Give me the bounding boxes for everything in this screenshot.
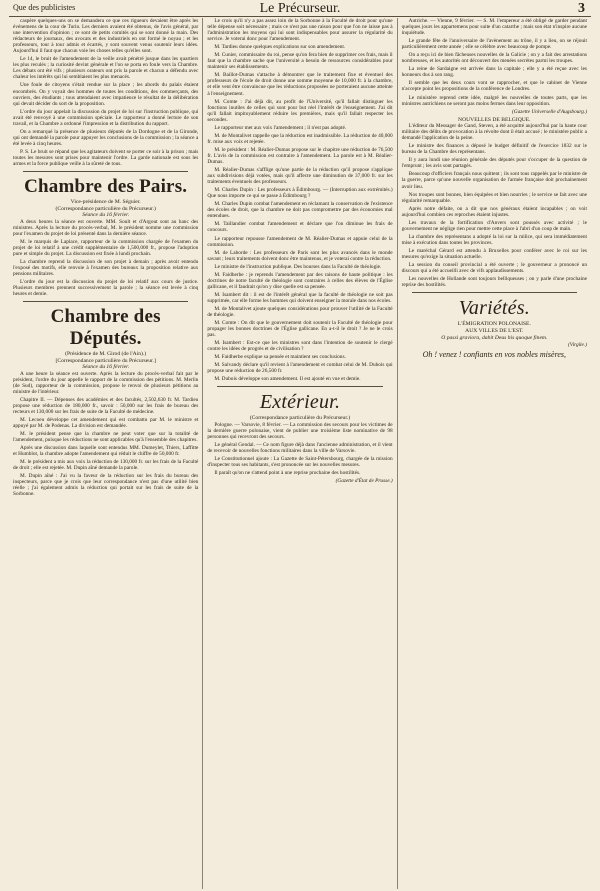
paragraph: Après notre défaite, on a dit que nos généraux étaient incapables ; on voit aujourd'hui combien ces reproches étaient injustes. bbox=[401, 205, 587, 218]
paragraph: A deux heures la séance est ouverte. MM. Soult et d'Argout sont au banc des ministres. Après la lecture du procès-verbal, M. le président nomme une commission pour l'examen du projet de loi présenté dans la dernière séance. bbox=[13, 218, 199, 237]
section-date: Séance du 16 février. bbox=[82, 364, 130, 371]
section-title-varietes: Variétés. bbox=[458, 297, 530, 320]
paragraph: M. Charles Dupin : Les professeurs à Édimbourg. — (Interruption aux extrémités.) Que nous importe ce qui se passe à Édimbourg ? bbox=[207, 187, 393, 200]
paragraph: M. Salvandy déclare qu'il revient à l'amendement et combat celui de M. Dubois qui propose une réduction de 26,500 fr. bbox=[207, 362, 393, 375]
column-1 bbox=[9, 18, 203, 889]
paragraph: M. le marquis de Laplace, rapporteur de la commission chargée de l'examen du projet de loi relatif à une crédit supplémentaire de 1,500,000 fr., propose l'adoption pure et simple du projet. La discussion est fixée à lundi prochain. bbox=[13, 238, 199, 257]
divider bbox=[23, 171, 188, 172]
section-subtitle: (Correspondance particulière du Précurseur.) bbox=[55, 205, 156, 212]
paragraph: M. de Montalivet rappelle que la réduction est inadmissible. La réduction de 40,000 fr. mise aux voix et rejetée. bbox=[207, 132, 393, 145]
paragraph: M. Dubois développe son amendement. Il est ajouté en vue et demie. bbox=[214, 376, 361, 383]
paragraph: M. Cunier, commissaire du roi, pense qu'on fera bien de supprimer ces frais, mais il faut que la chambre sache que l'université a besoin de ressources considérables pour maintenir ses établissements. bbox=[207, 52, 393, 71]
section-subtitle: (Correspondance particulière du Précurseur.) bbox=[249, 415, 351, 422]
paragraph: M. Faidherbe explique sa pensée et maintient ses conclusions. bbox=[214, 354, 346, 361]
section-subtitle: L'ÉMIGRATION POLONAISE. bbox=[457, 321, 531, 328]
paragraph: Le crois qu'il n'y a pas assez loin de la Sorbonne à la Faculté de droit pour qu'une telle dépense soit nécessaire ; mais ce n'est pas une raison pour que l'on ne laisse pas à l'administration les moyens qui lui sont indispensables pour assurer la régularité du service. Je voterai donc pour l'amendement. bbox=[207, 18, 393, 43]
paragraph: Le ministre des finances a déposé le budget définitif de l'exercice 1832 sur le bureau de la Chambre des représentans. bbox=[401, 143, 587, 156]
section-title-exterieur: Extérieur. bbox=[259, 391, 341, 414]
divider bbox=[217, 386, 382, 387]
paragraph: Il paraît qu'on ne s'attend point à une reprise prochaine des hostilités. bbox=[214, 470, 361, 477]
source-signature: (Gazette Universelle d'Augsbourg.) bbox=[512, 108, 587, 115]
paragraph: L'éditeur du Messager de Gand, Steven, a été acquitté aujourd'hui par la haute cour militaire des délits de provocation à la révolte dont il était accusé ; le ministère public a demandé l'application de la peine. bbox=[401, 123, 587, 142]
paragraph: M. de Montalivet ajoute quelques considérations pour prouver l'utilité de la Faculté de théologie. bbox=[207, 305, 393, 319]
paragraph: Autriche. — Vienne, 9 février. — S. M. l'empereur a été obligé de garder pendant quelques jours les appartemens pour suite d'un catarrhe ; mais son état n'inspire aucune inquiétude. bbox=[401, 18, 587, 37]
paragraph: M. Charles Dupin combat l'amendement en réclamant la conservation de l'existence des écoles de droit, que la chambre ne doit pas compromettre par des économies mal entendues. bbox=[207, 201, 393, 220]
paragraph: M. Dupin aîné : J'ai vu la faveur de la réduction sur les frais du bureau des inspecteurs, parce que je crois que leur correspondance n'est pas d'une utilité bien réelle ; j'ai également admis la réduction qui portait sur les frais de suite de la Sorbonne. bbox=[13, 473, 199, 498]
paragraph: M. Lecoeu développe cet amendement qui est combattu par M. le ministre et appuyé par M. de Podenas. La division est demandée. bbox=[13, 416, 199, 430]
source-signature: (Gazette d'État de Prusse.) bbox=[335, 478, 393, 485]
paragraph: M. Tardieu donne quelques explications sur son amendement. bbox=[214, 44, 346, 51]
section-date: Séance du 16 février. bbox=[82, 212, 130, 219]
paragraph: Après une discussion dans laquelle sont entendus MM. Dumeylet, Thiers, Laffitte et Humblot, la chambre adopte l'amendement qui réduit le chiffre de 50,000 fr. bbox=[13, 445, 199, 458]
section-subtitle: Vice-présidence de M. Séguier. bbox=[70, 199, 141, 206]
paragraph: caspère quelques-uns on se demandera ce que ces rigueurs devaient être après les événemens de la cour de Turin. Les derniers avaient été obtenus, de l'avis général, par une intervention d'opinion ; ce sont de petits comités qui se sont donné la main. Des rédacteurs de journaux, des avocats et des industriels en ont formé le noyau ; et les professeurs, tour à tour admis et écartés, y sont souvent venus soutenir leurs idées. Aujourd'hui il faut que chacun voie les choses telles qu'elles sont. bbox=[13, 18, 199, 55]
paragraph: M. Isambert : Est-ce que les ministres sont dans l'intention de soutenir le clergé contre les idées de progrès et de civilisation ? bbox=[207, 340, 393, 353]
section-subtitle: [Correspondance particulière du Précurseur.] bbox=[55, 357, 156, 364]
paragraph: Le rapporteur met aux voix l'amendement ; il n'est pas adopté. bbox=[214, 124, 347, 131]
paragraph: P. S. Le bruit se répand que les agitateurs doivent se porter ce soir à la prison ; mais toutes les mesures sont prises pour maintenir l'ordre. La garde nationale est sous les armes et la force publique veille à la sûreté de tous. bbox=[13, 148, 199, 168]
paragraph: M. Taillandier combat l'amendement et déclare que l'on diminue les frais de concours. bbox=[207, 221, 393, 234]
paragraph: Le rapporteur repousse l'amendement de M. Réalier-Dumas et appuie celui de la commission. bbox=[207, 235, 393, 248]
section-title-pairs: Chambre des Pairs. bbox=[24, 176, 188, 198]
paragraph: Le 14, le bruit de l'amendement de la veille avait pénétré jusque dans les quartiers les plus reculés ; la curiosité devint générale et l'on se porta en foule vers la Chambre. Les débats ont été vifs ; plusieurs orateurs ont pris la parole et chacun a défendu avec chaleur les intérêts qui lui semblaient les plus menacés. bbox=[13, 56, 199, 81]
paragraph: Chapitre II. — Dépenses des académies et des facultés, 2,502,630 fr. M. Tardieu propose une réduction de 180,000 fr., savoir : 50,000 sur les frais de bureau des recteurs et 130,000 sur les frais de suite de la Faculté de médecine. bbox=[13, 396, 199, 415]
paragraph: M. de Laborde : Les professeurs de Paris sont les plus avancés dans le monde savant ; leurs traitements doivent donc être maintenus, et je voterai contre la réduction. bbox=[207, 249, 393, 262]
page-header bbox=[9, 2, 591, 17]
epigraph: O passi graviora, dabit Deus his quoque finem. bbox=[441, 335, 548, 342]
paragraph: Les travaux de la fortification d'Anvers sont poussés avec activité ; le gouvernement ne néglige rien pour mettre cette place à l'abri d'un coup de main. bbox=[401, 219, 587, 232]
columns bbox=[9, 18, 591, 889]
paragraph: Nos troupes sont bonnes, bien équipées et bien nourries ; le service se fait avec une régularité remarquable. bbox=[401, 191, 587, 204]
paragraph: M. le président : M. Réalier-Dumas propose sur le chapitre une réduction de 76,500 fr. L'avis de la commission est contraire à l'amendement. La parole est à M. Réalier-Dumas. bbox=[207, 146, 393, 165]
paragraph: M. Comte : J'ai déjà dit, au profit de l'Université, qu'il fallait distinguer les fonctions inutiles de celles qui sont pour but réel l'intérêt de l'enseignement. J'ai dit qu'il fallait impitoyablement réduire les premières, mais qu'il fallait respecter les secondes. bbox=[207, 98, 393, 123]
divider bbox=[412, 292, 577, 293]
newspaper-title: Le Précurseur. bbox=[259, 1, 341, 16]
paragraph: M. Faidherbe : je reprends l'amendement par des raisons de haute politique : les doctrines de notre faculté de théologie sont contraires à celles des élèves de l'Église gallicane, et il faudrait qu'on y dise quelle est sa pensée. bbox=[207, 271, 393, 290]
paragraph: M. le président pense que la chambre ne peut voter que sur la totalité de l'amendement, puisque les réductions ne sont applicables qu'à l'ensemble des chapitres. bbox=[13, 431, 199, 444]
section-subtitle: (Présidence de M. Girod (de l'Ain).) bbox=[65, 351, 147, 358]
section-title-deputes: Chambre des Députés. bbox=[50, 306, 161, 350]
paragraph: On a remarqué la présence de plusieurs députés de la Dordogne et de la Gironde, qui ont demandé la parole pour appuyer les conclusions de la commission ; la séance a été levée à cinq heures. bbox=[13, 128, 199, 147]
paragraph: Les nouvelles de Hollande sont toujours belliqueuses ; on y parle d'une prochaine reprise des hostilités. bbox=[401, 276, 587, 289]
paragraph: Le grande fête de l'anniversaire de l'avènement au trône, il y a lieu, on se réjouit particulièrement cette année ; elle se célèbre avec beaucoup de pompe. bbox=[401, 38, 587, 51]
paragraph: A une heure la séance est ouverte. Après la lecture du procès-verbal fait par le président, l'ordre du jour appelle le rapport de la commission des pétitions. M. Merlin (de Sud), rapporteur de la commission, propose le renvoi de plusieurs pétitions au ministre de l'intérieur. bbox=[13, 370, 199, 395]
paragraph: Le Constitutionnel ajoute : La Gazette de Saint-Pétersbourg, chargée de la mission d'inspecter tous ses habitants, s'est prononcée sur les nouvelles mesures. bbox=[207, 456, 393, 469]
paragraph: Le général Gendal. — Ce nom figure déjà dans l'ancienne administration, et il vient de recevoir de nouvelles fonctions militaires dans la ville de Varsovie. bbox=[207, 442, 393, 455]
paragraph: Il y aura lundi une réunion générale des députés pour s'occuper de la question de l'emprunt ; les avis sont partagés. bbox=[401, 157, 587, 170]
paragraph: M. Comte : On dit que le gouvernement doit soutenir la Faculté de théologie pour propager les bonnes doctrines de l'Église gallicane. En a-t-il le droit ? Je ne le crois pas. bbox=[207, 320, 393, 339]
section-subtitle: AUX VILLES DE L'EST. bbox=[465, 327, 524, 334]
paragraph: Le ministre de l'instruction publique. Des bourses dans la Faculté de théologie. bbox=[214, 263, 382, 270]
paragraph: Pologne. — Varsovie, 8 février. — La commission des secours pour les victimes de la dernière guerre polonaise, vient de publier une troisième liste nominative de 98 personnes qui recevront des secours. bbox=[207, 421, 393, 441]
paragraph: Il semble que les deux cours vont se rapprocher, et que le cabinet de Vienne n'accepte point les propositions de la conférence de Londres. bbox=[401, 80, 587, 93]
section-title-belgique: NOUVELLES DE BELGIQUE. bbox=[458, 116, 531, 123]
paragraph: L'ordre du jour appelait la discussion du projet de loi sur l'instruction publique, qui avait été renvoyé à une commission spéciale. Le rapporteur a donné lecture de son travail, et la Chambre a ordonné l'impression et la distribution du rapport. bbox=[13, 108, 199, 127]
poem-line: Oh ! venez ! confiants en vos nobles misères, bbox=[422, 350, 567, 360]
epigraph-attribution: (Virgile.) bbox=[568, 342, 587, 349]
column-3 bbox=[398, 18, 591, 889]
paragraph: Le ministère reprend cette idée, malgré les nouvelles de toutes parts, que les ministres autrichiens ne seront pas moins fermes dans leur opposition. bbox=[401, 94, 587, 107]
divider bbox=[23, 301, 188, 302]
paragraph: On a reçu ici de bien fâcheuses nouvelles de la Galicie ; on y a fait des arrestations nombreuses, et les autorités ont découvert des menées secrètes parmi les troupes. bbox=[401, 52, 587, 65]
paragraph: M. Baillot-Dumas s'attache à démontrer que le traitement fixe et éventuel des professeurs de l'école de droit donne une somme moyenne de 10,000 fr. à la chambre, et elle vent être convaincue que les réductions proposées ne porteraient aucune atteinte à l'enseignement. bbox=[207, 72, 393, 97]
paragraph: Beaucoup d'officiers français nous quittent ; ils sont tous rappelés par le ministre de la guerre, parce qu'une nouvelle organisation de l'armée française doit prochainement avoir lieu. bbox=[401, 171, 587, 190]
paragraph: Le maréchal Gérard est attendu à Bruxelles pour conférer avec le roi sur les mesures qu'exige la situation actuelle. bbox=[401, 247, 587, 260]
paragraph: La session du conseil provincial a été ouverte ; le gouverneur a prononcé un discours qui a été accueilli avec de vifs applaudissements. bbox=[401, 262, 587, 275]
paragraph: L'ordre du jour est la discussion du projet de loi relatif aux cours de justice. Plusieurs membres prennent successivement la parole ; la séance est levée à cinq heures et demie. bbox=[13, 279, 199, 298]
paragraph: La reine de Sardaigne est arrivée dans la capitale ; elle y a été reçue avec les honneurs dus à son rang. bbox=[401, 66, 587, 79]
page-number: 3 bbox=[578, 1, 585, 16]
header-left-text: Que des publicistes bbox=[13, 3, 76, 12]
paragraph: M. le président a mis aux voix la réduction de 130,000 fr. sur les frais de la Faculté de droit ; elle est rejetée. M. Dupin aîné demande la parole. bbox=[13, 459, 199, 472]
paragraph: M. Réalier-Dumas s'afflige qu'une partie de la réduction qu'il propose s'applique aux subdivisions déjà votées, mais qu'il affecte une diminution de 37,000 fr. sur les traitements éventuels des professeurs. bbox=[207, 167, 393, 186]
paragraph: M. Isambert dit : il est de l'intérêt général que la faculté de théologie ne soit pas supprimée, car elle forme les hommes qui doivent enseigner la morale dans nos écoles. bbox=[207, 291, 393, 304]
paragraph: Une foule de citoyens s'était rendue sur la place ; les abords du palais étaient encombrés. On y voyait des hommes de toutes les conditions, des commerçants, des ouvriers, des étudiants ; tous attendaient avec impatience le résultat de la délibération qui devait décider du sort de la proposition. bbox=[13, 82, 199, 107]
column-2 bbox=[203, 18, 397, 889]
paragraph: La chambre des représentans a adopté la loi sur la milice, qui sera immédiatement mise à exécution dans toutes les provinces. bbox=[401, 233, 587, 246]
paragraph: La chambre reprend la discussion de son projet à demain ; après avoir entendu l'exposé des motifs, elle renvoie à l'examen des bureaux la proposition relative aux pensions militaires. bbox=[13, 258, 199, 277]
